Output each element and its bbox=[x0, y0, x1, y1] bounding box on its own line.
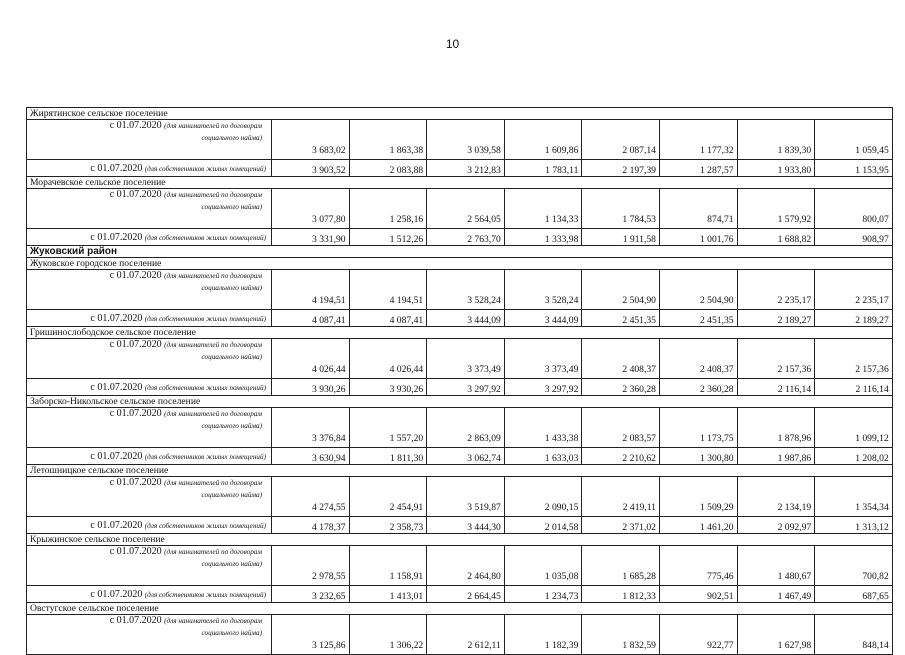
tariff-value-cell: 3 331,90 bbox=[272, 229, 350, 246]
tariff-value-cell: 1 627,98 bbox=[737, 615, 815, 655]
tariff-value-cell: 4 026,44 bbox=[272, 339, 350, 379]
tariff-value-cell: 908,97 bbox=[815, 229, 893, 246]
tariff-value-cell: 1 153,95 bbox=[815, 160, 893, 177]
tenant-tariff-row bbox=[27, 189, 893, 229]
effective-date: с 01.07.2020 bbox=[109, 189, 162, 200]
tariff-value-cell: 2 116,14 bbox=[737, 379, 815, 396]
tenant-note: (для нанимателей по договорам bbox=[164, 410, 262, 418]
tariff-value-cell: 3 077,80 bbox=[272, 189, 350, 229]
owner-note: (для собственников жилых помещений) bbox=[144, 384, 266, 392]
tariff-value-cell: 1 099,12 bbox=[815, 408, 893, 448]
effective-date: с 01.07.2020 bbox=[109, 408, 162, 419]
tenant-label-line1 bbox=[30, 546, 268, 558]
tariff-value-cell: 2 564,05 bbox=[427, 189, 505, 229]
owner-label bbox=[30, 450, 268, 464]
tariff-value-cell: 1 333,98 bbox=[504, 229, 582, 246]
owner-note: (для собственников жилых помещений) bbox=[144, 315, 266, 323]
tariff-value-cell: 1 354,34 bbox=[815, 477, 893, 517]
tariff-value-cell: 1 258,16 bbox=[349, 189, 427, 229]
settlement-title: Крыжинское сельское поселение bbox=[27, 534, 893, 546]
tariff-value-cell: 922,77 bbox=[659, 615, 737, 655]
owner-label bbox=[30, 312, 268, 326]
row-label bbox=[27, 229, 272, 246]
row-label bbox=[27, 546, 272, 586]
tenant-tariff-row bbox=[27, 408, 893, 448]
effective-date: с 01.07.2020 bbox=[109, 270, 162, 281]
settlement-title: Гришинослободское сельское поселение bbox=[27, 327, 893, 339]
tariff-value-cell: 1 633,03 bbox=[504, 448, 582, 465]
owner-note: (для собственников жилых помещений) bbox=[144, 234, 266, 242]
tariff-value-cell: 1 173,75 bbox=[659, 408, 737, 448]
tariff-value-cell: 2 504,90 bbox=[582, 270, 660, 310]
tenant-note-line2: социального найма) bbox=[201, 491, 262, 499]
tenant-note-line2: социального найма) bbox=[201, 353, 262, 361]
tariff-value-cell: 1 059,45 bbox=[815, 120, 893, 160]
tariff-value-cell: 1 878,96 bbox=[737, 408, 815, 448]
district-title: Жуковский район bbox=[27, 246, 893, 258]
tariff-value-cell: 3 297,92 bbox=[504, 379, 582, 396]
tariff-value-cell: 1 433,38 bbox=[504, 408, 582, 448]
tariff-value-cell: 1 134,33 bbox=[504, 189, 582, 229]
tariff-value-cell: 1 839,30 bbox=[737, 120, 815, 160]
tariff-table-body bbox=[27, 108, 893, 655]
owner-note: (для собственников жилых помещений) bbox=[144, 453, 266, 461]
row-label bbox=[27, 270, 272, 310]
tariff-value-cell: 4 026,44 bbox=[349, 339, 427, 379]
tariff-value-cell: 3 373,49 bbox=[504, 339, 582, 379]
tariff-value-cell: 2 092,97 bbox=[737, 517, 815, 534]
tariff-value-cell: 2 863,09 bbox=[427, 408, 505, 448]
tariff-value-cell: 700,82 bbox=[815, 546, 893, 586]
owner-tariff-row bbox=[27, 448, 893, 465]
tariff-value-cell: 2 235,17 bbox=[737, 270, 815, 310]
row-label bbox=[27, 615, 272, 655]
tariff-value-cell: 2 451,35 bbox=[659, 310, 737, 327]
tenant-note-line2: социального найма) bbox=[201, 560, 262, 568]
tenant-note-line2: социального найма) bbox=[201, 422, 262, 430]
tariff-value-cell: 1 467,49 bbox=[737, 586, 815, 603]
tariff-value-cell: 800,07 bbox=[815, 189, 893, 229]
owner-tariff-row bbox=[27, 229, 893, 246]
row-label bbox=[27, 517, 272, 534]
tariff-value-cell: 3 930,26 bbox=[272, 379, 350, 396]
tariff-value-cell: 1 512,26 bbox=[349, 229, 427, 246]
tariff-value-cell: 3 528,24 bbox=[504, 270, 582, 310]
tenant-note: (для нанимателей по договорам bbox=[164, 617, 262, 625]
row-label bbox=[27, 160, 272, 177]
tenant-note: (для нанимателей по договорам bbox=[164, 122, 262, 130]
tariff-value-cell: 902,51 bbox=[659, 586, 737, 603]
owner-tariff-row bbox=[27, 310, 893, 327]
tariff-value-cell: 2 090,15 bbox=[504, 477, 582, 517]
tariff-value-cell: 4 194,51 bbox=[349, 270, 427, 310]
tenant-label-line1 bbox=[30, 408, 268, 420]
owner-tariff-row bbox=[27, 517, 893, 534]
row-label bbox=[27, 586, 272, 603]
tariff-value-cell: 2 235,17 bbox=[815, 270, 893, 310]
tariff-value-cell: 1 413,01 bbox=[349, 586, 427, 603]
district-header-row bbox=[27, 246, 893, 258]
settlement-header-row bbox=[27, 396, 893, 408]
tariff-value-cell: 1 035,08 bbox=[504, 546, 582, 586]
tariff-value-cell: 3 683,02 bbox=[272, 120, 350, 160]
tariff-value-cell: 1 784,53 bbox=[582, 189, 660, 229]
page-number: 10 bbox=[445, 37, 460, 51]
tariff-value-cell: 2 083,88 bbox=[349, 160, 427, 177]
tariff-value-cell: 2 087,14 bbox=[582, 120, 660, 160]
owner-tariff-row bbox=[27, 586, 893, 603]
tariff-value-cell: 1 579,92 bbox=[737, 189, 815, 229]
tariff-value-cell: 1 812,33 bbox=[582, 586, 660, 603]
tariff-value-cell: 3 125,86 bbox=[272, 615, 350, 655]
row-label bbox=[27, 310, 272, 327]
tenant-tariff-row bbox=[27, 477, 893, 517]
owner-tariff-row bbox=[27, 379, 893, 396]
tenant-note: (для нанимателей по договорам bbox=[164, 548, 262, 556]
tariff-value-cell: 3 373,49 bbox=[427, 339, 505, 379]
tariff-value-cell: 1 306,22 bbox=[349, 615, 427, 655]
tariff-value-cell: 2 210,62 bbox=[582, 448, 660, 465]
tariff-value-cell: 1 557,20 bbox=[349, 408, 427, 448]
tariff-value-cell: 2 360,28 bbox=[582, 379, 660, 396]
settlement-header-row bbox=[27, 465, 893, 477]
tariff-value-cell: 4 087,41 bbox=[349, 310, 427, 327]
tariff-value-cell: 2 464,80 bbox=[427, 546, 505, 586]
tariff-value-cell: 1 313,12 bbox=[815, 517, 893, 534]
tariff-value-cell: 2 189,27 bbox=[737, 310, 815, 327]
settlement-title: Морачевское сельское поселение bbox=[27, 177, 893, 189]
tariff-value-cell: 1 001,76 bbox=[659, 229, 737, 246]
tariff-value-cell: 874,71 bbox=[659, 189, 737, 229]
tariff-value-cell: 3 930,26 bbox=[349, 379, 427, 396]
effective-date: с 01.07.2020 bbox=[109, 339, 162, 350]
tenant-label-line1 bbox=[30, 339, 268, 351]
tariff-value-cell: 1 987,86 bbox=[737, 448, 815, 465]
tariff-value-cell: 2 978,55 bbox=[272, 546, 350, 586]
tenant-note: (для нанимателей по договорам bbox=[164, 479, 262, 487]
tariff-value-cell: 3 232,65 bbox=[272, 586, 350, 603]
tenant-note: (для нанимателей по договорам bbox=[164, 341, 262, 349]
tariff-value-cell: 4 087,41 bbox=[272, 310, 350, 327]
effective-date: с 01.07.2020 bbox=[90, 163, 143, 174]
tariff-value-cell: 1 480,67 bbox=[737, 546, 815, 586]
owner-note: (для собственников жилых помещений) bbox=[144, 522, 266, 530]
tenant-note: (для нанимателей по договорам bbox=[164, 272, 262, 280]
tariff-value-cell: 687,65 bbox=[815, 586, 893, 603]
owner-label bbox=[30, 162, 268, 176]
tariff-value-cell: 1 234,73 bbox=[504, 586, 582, 603]
tariff-value-cell: 2 197,39 bbox=[582, 160, 660, 177]
tariff-value-cell: 2 612,11 bbox=[427, 615, 505, 655]
settlement-title: Овстугское сельское поселение bbox=[27, 603, 893, 615]
effective-date: с 01.07.2020 bbox=[109, 546, 162, 557]
tariff-value-cell: 2 360,28 bbox=[659, 379, 737, 396]
tariff-value-cell: 2 763,70 bbox=[427, 229, 505, 246]
tariff-value-cell: 1 863,38 bbox=[349, 120, 427, 160]
effective-date: с 01.07.2020 bbox=[90, 451, 143, 462]
tariff-value-cell: 848,14 bbox=[815, 615, 893, 655]
tariff-value-cell: 1 783,11 bbox=[504, 160, 582, 177]
row-label bbox=[27, 477, 272, 517]
tariff-value-cell: 3 062,74 bbox=[427, 448, 505, 465]
tariff-value-cell: 2 157,36 bbox=[815, 339, 893, 379]
tariff-value-cell: 1 182,39 bbox=[504, 615, 582, 655]
tariff-value-cell: 1 300,80 bbox=[659, 448, 737, 465]
row-label bbox=[27, 379, 272, 396]
effective-date: с 01.07.2020 bbox=[90, 232, 143, 243]
tariff-value-cell: 2 408,37 bbox=[582, 339, 660, 379]
tariff-value-cell: 3 519,87 bbox=[427, 477, 505, 517]
tariff-value-cell: 1 158,91 bbox=[349, 546, 427, 586]
owner-tariff-row bbox=[27, 160, 893, 177]
tariff-value-cell: 1 461,20 bbox=[659, 517, 737, 534]
tariff-value-cell: 2 504,90 bbox=[659, 270, 737, 310]
tariff-value-cell: 2 189,27 bbox=[815, 310, 893, 327]
tariff-value-cell: 2 083,57 bbox=[582, 408, 660, 448]
tenant-note-line2: социального найма) bbox=[201, 134, 262, 142]
effective-date: с 01.07.2020 bbox=[109, 477, 162, 488]
tenant-note-line2: социального найма) bbox=[201, 629, 262, 637]
owner-label bbox=[30, 381, 268, 395]
row-label bbox=[27, 189, 272, 229]
tariff-value-cell: 3 444,09 bbox=[504, 310, 582, 327]
settlement-header-row bbox=[27, 108, 893, 120]
tariff-value-cell: 2 408,37 bbox=[659, 339, 737, 379]
tariff-value-cell: 4 178,37 bbox=[272, 517, 350, 534]
effective-date: с 01.07.2020 bbox=[90, 313, 143, 324]
tariff-value-cell: 2 014,58 bbox=[504, 517, 582, 534]
tariff-value-cell: 2 451,35 bbox=[582, 310, 660, 327]
tariff-value-cell: 3 630,94 bbox=[272, 448, 350, 465]
tariff-value-cell: 2 664,45 bbox=[427, 586, 505, 603]
effective-date: с 01.07.2020 bbox=[109, 120, 162, 131]
settlement-header-row bbox=[27, 534, 893, 546]
row-label bbox=[27, 339, 272, 379]
tenant-tariff-row bbox=[27, 120, 893, 160]
tariff-value-cell: 2 116,14 bbox=[815, 379, 893, 396]
tariff-table bbox=[26, 107, 893, 655]
settlement-title: Жирятинское сельское поселение bbox=[27, 108, 893, 120]
tariff-value-cell: 3 444,30 bbox=[427, 517, 505, 534]
tenant-note: (для нанимателей по договорам bbox=[164, 191, 262, 199]
settlement-header-row bbox=[27, 258, 893, 270]
tariff-value-cell: 1 933,80 bbox=[737, 160, 815, 177]
effective-date: с 01.07.2020 bbox=[90, 520, 143, 531]
tariff-value-cell: 3 376,84 bbox=[272, 408, 350, 448]
owner-label bbox=[30, 519, 268, 533]
settlement-header-row bbox=[27, 603, 893, 615]
tariff-value-cell: 3 212,83 bbox=[427, 160, 505, 177]
tariff-value-cell: 1 208,02 bbox=[815, 448, 893, 465]
tariff-value-cell: 4 194,51 bbox=[272, 270, 350, 310]
tenant-tariff-row bbox=[27, 270, 893, 310]
owner-note: (для собственников жилых помещений) bbox=[144, 591, 266, 599]
tenant-tariff-row bbox=[27, 546, 893, 586]
tariff-value-cell: 1 177,32 bbox=[659, 120, 737, 160]
tenant-label-line1 bbox=[30, 477, 268, 489]
tenant-tariff-row bbox=[27, 615, 893, 655]
tariff-value-cell: 2 358,73 bbox=[349, 517, 427, 534]
tenant-label-line1 bbox=[30, 120, 268, 132]
settlement-title: Жуковское городское поселение bbox=[27, 258, 893, 270]
tariff-value-cell: 1 609,86 bbox=[504, 120, 582, 160]
tariff-value-cell: 1 911,58 bbox=[582, 229, 660, 246]
tariff-value-cell: 3 903,52 bbox=[272, 160, 350, 177]
tariff-value-cell: 3 039,58 bbox=[427, 120, 505, 160]
settlement-title: Заборско-Никольское сельское поселение bbox=[27, 396, 893, 408]
owner-label bbox=[30, 588, 268, 602]
row-label bbox=[27, 120, 272, 160]
effective-date: с 01.07.2020 bbox=[90, 589, 143, 600]
tariff-value-cell: 1 509,29 bbox=[659, 477, 737, 517]
tariff-value-cell: 2 134,19 bbox=[737, 477, 815, 517]
owner-note: (для собственников жилых помещений) bbox=[144, 165, 266, 173]
settlement-header-row bbox=[27, 327, 893, 339]
tariff-value-cell: 3 444,09 bbox=[427, 310, 505, 327]
tenant-label-line1 bbox=[30, 615, 268, 627]
tariff-value-cell: 3 528,24 bbox=[427, 270, 505, 310]
settlement-title: Летошницкое сельское поселение bbox=[27, 465, 893, 477]
owner-label bbox=[30, 231, 268, 245]
tariff-value-cell: 2 454,91 bbox=[349, 477, 427, 517]
tariff-value-cell: 4 274,55 bbox=[272, 477, 350, 517]
tariff-value-cell: 2 371,02 bbox=[582, 517, 660, 534]
tariff-value-cell: 1 811,30 bbox=[349, 448, 427, 465]
tariff-value-cell: 775,46 bbox=[659, 546, 737, 586]
tariff-value-cell: 1 688,82 bbox=[737, 229, 815, 246]
tariff-value-cell: 3 297,92 bbox=[427, 379, 505, 396]
tariff-value-cell: 1 685,28 bbox=[582, 546, 660, 586]
tariff-value-cell: 2 419,11 bbox=[582, 477, 660, 517]
tenant-label-line1 bbox=[30, 189, 268, 201]
tenant-note-line2: социального найма) bbox=[201, 203, 262, 211]
effective-date: с 01.07.2020 bbox=[90, 382, 143, 393]
settlement-header-row bbox=[27, 177, 893, 189]
row-label bbox=[27, 448, 272, 465]
tenant-note-line2: социального найма) bbox=[201, 284, 262, 292]
tariff-value-cell: 2 157,36 bbox=[737, 339, 815, 379]
row-label bbox=[27, 408, 272, 448]
tariff-value-cell: 1 832,59 bbox=[582, 615, 660, 655]
tenant-tariff-row bbox=[27, 339, 893, 379]
effective-date: с 01.07.2020 bbox=[109, 615, 162, 626]
tariff-value-cell: 1 287,57 bbox=[659, 160, 737, 177]
tenant-label-line1 bbox=[30, 270, 268, 282]
